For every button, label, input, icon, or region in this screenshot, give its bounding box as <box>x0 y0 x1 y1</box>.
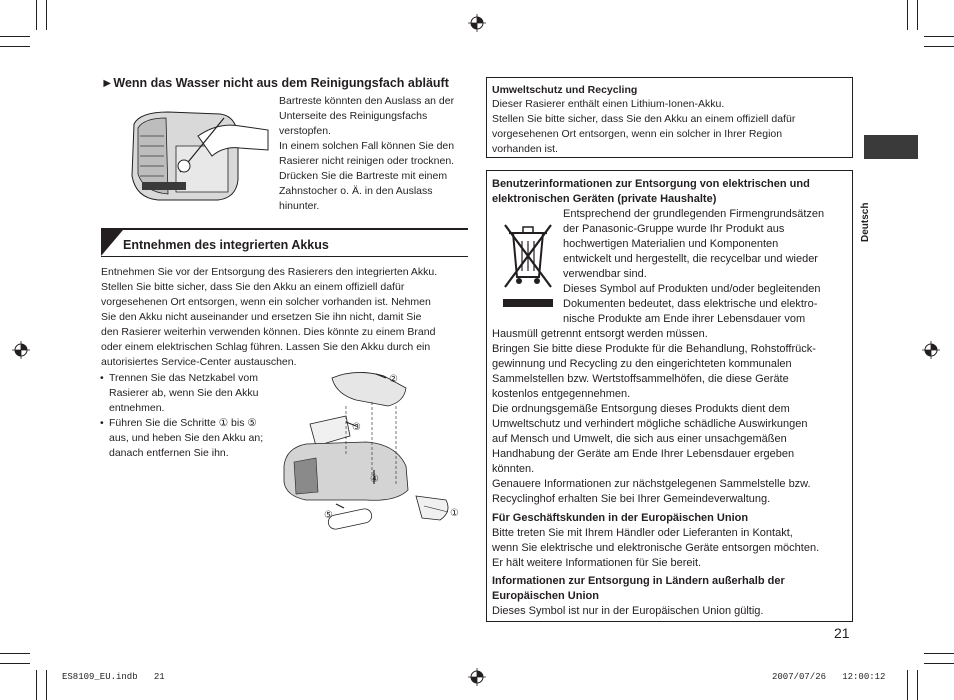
registration-mark-icon <box>468 668 486 686</box>
crop-mark <box>924 663 954 664</box>
text-line: Bartreste könnten den Auslass an der <box>279 95 455 107</box>
crop-mark <box>0 653 30 654</box>
outside-eu-title <box>492 574 785 604</box>
crop-mark <box>36 670 37 700</box>
text-line: danach entfernen Sie ihn. <box>109 447 229 459</box>
footer-file: ES8109_EU.indb 21 <box>62 672 165 682</box>
heading-triangle-icon <box>101 230 123 256</box>
text-line: Rasierer ab, wenn Sie den Akku <box>109 387 259 399</box>
battery-steps-list <box>100 371 263 461</box>
triangle-arrow-icon: ► <box>101 76 114 90</box>
text-line: den Rasierer weiterhin verwenden können. Dies könnte zu einem Brand <box>101 326 436 338</box>
footer-date: 2007/07/26 12:00:12 <box>772 672 886 682</box>
text-line: • Trennen Sie das Netzkabel vom <box>109 372 259 384</box>
text-line: Bitte treten Sie mit Ihrem Händler oder Lieferanten in Kontakt, <box>492 527 793 539</box>
text-line: Dieses Symbol auf Produkten und/oder begleitenden <box>563 283 821 295</box>
text-line: Bringen Sie bitte diese Produkte für die Behandlung, Rohstoffrück- <box>492 343 816 355</box>
text-line: wenn Sie elektrische und elektronische Geräte entsorgen möchten. <box>492 542 820 554</box>
text-line: der Panasonic-Gruppe wurde Ihr Produkt aus <box>563 223 785 235</box>
drain-heading-text: Wenn das Wasser nicht aus dem Reinigungsfach abläuft <box>113 76 449 90</box>
text-line: könnten. <box>492 463 535 475</box>
battery-instructions <box>101 265 466 370</box>
business-title: Für Geschäftskunden in der Europäischen Union <box>492 512 749 524</box>
drain-heading <box>101 76 449 90</box>
text-line: vorgesehenen Ort entsorgen, wenn ein solcher in Ihrer Region <box>492 128 783 140</box>
text-line: Drücken Sie die Bartreste mit einem <box>279 170 448 182</box>
crop-mark <box>0 36 30 37</box>
crop-mark <box>924 46 954 47</box>
recycling-title: Umweltschutz und Recycling <box>492 84 638 96</box>
text-line: aus, und heben Sie den Akku an; <box>109 432 264 444</box>
business-text <box>492 526 819 571</box>
crop-mark <box>924 653 954 654</box>
text-line: hinunter. <box>279 200 320 212</box>
list-item <box>100 371 263 416</box>
text-line: entnehmen. <box>109 402 165 414</box>
step-label: ③ <box>352 422 361 433</box>
crop-mark <box>0 46 30 47</box>
step-label: ④ <box>370 474 379 485</box>
text-line: Informationen zur Entsorgung in Ländern außerhalb der <box>492 575 785 587</box>
text-line: kostenlos entgegennehmen. <box>492 388 631 400</box>
drain-cleaning-illustration <box>128 106 274 206</box>
text-line: oder einem elektrischen Schlag führen. Lassen Sie den Akku durch ein <box>101 341 431 353</box>
language-tab-label: Deutsch <box>860 202 871 242</box>
text-line: vorgesehenen Ort entsorgen, wenn ein solcher vorhanden ist. Nehmen <box>101 296 431 308</box>
page-number: 21 <box>834 625 850 641</box>
crop-mark <box>907 670 908 700</box>
heading-underline <box>101 256 468 257</box>
text-line: Genauere Informationen zur nächstgelegenen Sammelstelle bzw. <box>492 478 811 490</box>
text-line: Entnehmen Sie vor der Entsorgung des Rasierers den integrierten Akku. <box>101 266 438 278</box>
step-label: ① <box>450 508 459 519</box>
registration-mark-icon <box>922 341 940 359</box>
text-line: verwendbar sind. <box>563 268 647 280</box>
heading-rule <box>101 228 468 230</box>
text-line: Die ordnungsgemäße Entsorgung dieses Produkts dient dem <box>492 403 790 415</box>
text-line: Zahnstocher o. Ä. in den Auslass <box>279 185 433 197</box>
text-line: Dokumenten bedeutet, dass elektrische und elektro- <box>563 298 818 310</box>
text-line: auf Mensch und Umwelt, die sich aus einer unsachgemäßen <box>492 433 787 445</box>
text-line: Stellen Sie bitte sicher, dass Sie den Akku an einem offiziell dafür <box>492 113 796 125</box>
crop-mark <box>46 670 47 700</box>
disposal-side-text <box>563 207 824 327</box>
text-line: Recyclinghof erhalten Sie bei Ihrer Gemeindeverwaltung. <box>492 493 771 505</box>
language-tab <box>864 135 918 159</box>
text-line: Dieser Rasierer enthält einen Lithium-Ionen-Akku. <box>492 98 725 110</box>
text-line: nische Produkte am Ende ihrer Lebensdauer vom <box>563 313 806 325</box>
text-line: Sie den Akku nicht auseinander und ersetzen Sie ihn nicht, damit Sie <box>101 311 422 323</box>
text-line: Stellen Sie bitte sicher, dass Sie den Akku an einem offiziell dafür <box>101 281 405 293</box>
text-line: Europäischen Union <box>492 590 599 602</box>
text-line: Rasierer nicht reinigen oder trocknen. <box>279 155 455 167</box>
outside-eu-text: Dieses Symbol ist nur in der Europäischen Union gültig. <box>492 605 764 617</box>
recycling-text <box>492 97 847 157</box>
battery-removal-diagram <box>276 366 470 536</box>
crop-mark <box>46 0 47 30</box>
list-item <box>100 416 263 461</box>
text-line: vorhanden ist. <box>492 143 558 155</box>
text-line: Umweltschutz und verhindert mögliche schädliche Auswirkungen <box>492 418 808 430</box>
text-line: gewinnung und Recycling zu den eingerichteten kommunalen <box>492 358 792 370</box>
text-line: Benutzerinformationen zur Entsorgung von elektrischen und <box>492 178 810 190</box>
text-line: In einem solchen Fall können Sie den <box>279 140 455 152</box>
registration-mark-icon <box>12 341 30 359</box>
crop-mark <box>0 663 30 664</box>
battery-heading: Entnehmen des integrierten Akkus <box>123 238 329 252</box>
step-label: ⑤ <box>324 510 333 521</box>
disposal-body-text <box>492 327 816 507</box>
drain-instructions <box>279 94 454 214</box>
text-line: autorisiertes Service-Center austauschen. <box>101 356 297 368</box>
crop-mark <box>907 0 908 30</box>
crop-mark <box>917 0 918 30</box>
crossed-bin-icon <box>503 223 553 309</box>
crop-mark <box>924 36 954 37</box>
registration-mark-icon <box>468 14 486 32</box>
crop-mark <box>36 0 37 30</box>
text-line: entwickelt und hergestellt, die recycelbar und wieder <box>563 253 818 265</box>
text-line: verstopfen. <box>279 125 331 137</box>
step-label: ② <box>389 374 398 385</box>
text-line: Hausmüll getrennt entsorgt werden müssen. <box>492 328 708 340</box>
text-line: Unterseite des Reinigungsfachs <box>279 110 428 122</box>
recycling-info-box <box>486 77 853 158</box>
disposal-title <box>492 177 810 207</box>
text-line: elektronischen Geräten (private Haushalte) <box>492 193 717 205</box>
text-line: hochwertigen Materialien und Komponenten <box>563 238 779 250</box>
text-line: • Führen Sie die Schritte ① bis ⑤ <box>109 417 257 429</box>
text-line: Handhabung der Geräte am Ende Ihrer Lebensdauer ergeben <box>492 448 795 460</box>
crop-mark <box>917 670 918 700</box>
text-line: Sammelstellen bzw. Wertstoffsammelhöfen, die diese Geräte <box>492 373 789 385</box>
text-line: Entsprechend der grundlegenden Firmengrundsätzen <box>563 208 825 220</box>
text-line: Er hält weitere Informationen für Sie bereit. <box>492 557 702 569</box>
disposal-info-box <box>486 170 853 622</box>
